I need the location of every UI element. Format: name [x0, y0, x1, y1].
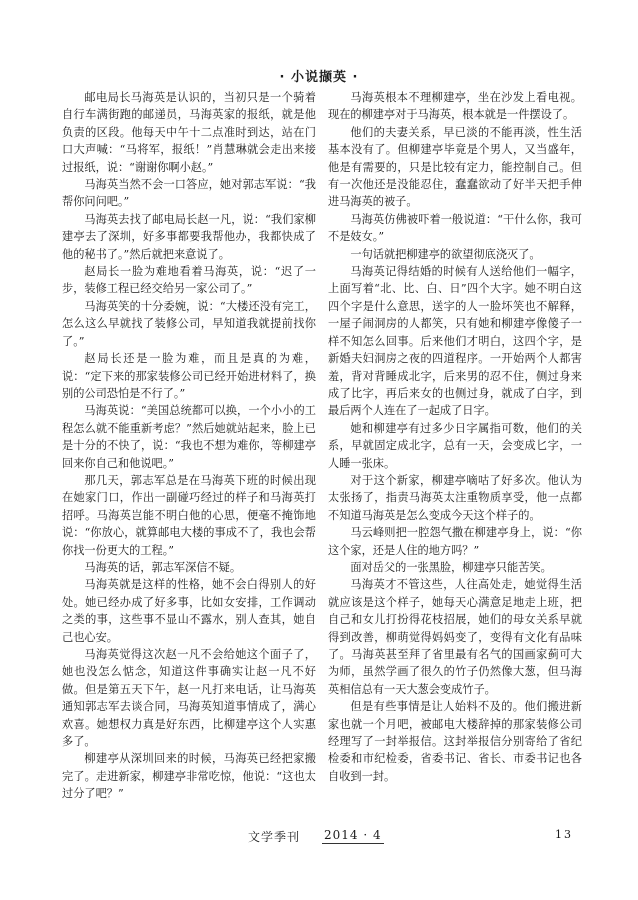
paragraph: 马海英笑的十分委婉，说：“大楼还没有完工，怎么这么早就找了装修公司，早知道我就提前找你了。” — [62, 299, 316, 348]
journal-name: 文学季刊 — [248, 830, 301, 844]
section-title: · 小说撷英 · — [279, 70, 359, 85]
paragraph: 马海英的话，郭志军深信不疑。 — [84, 560, 242, 574]
paragraph: 马云峰则把一腔怨气撒在柳建亭身上，说：“你这个家，还是人住的地方吗？” — [328, 526, 582, 557]
paragraph: 马海英记得结婚的时候有人送给他们一幅字，上面写着“北、比、白、日”四个大字。她不明白这四个字是什么意思，送字的人一脸坏笑也不解释，一屋子闹洞房的人都笑，只有她和柳建亭像傻子一样不知怎么回事。后来他们才明白，这四个字，是新婚夫妇洞房之夜的四道程序。一开始两个人都害羞，背对背睡成北字，后来男的忍不住，侧过身来成了比字，再后来女的也侧过身，就成了白字，到最后两个人连在了一起成了日字。 — [328, 265, 582, 418]
paragraph: 马海英去找了邮电局长赵一凡，说：“我们家柳建亭去了深圳，好多事都要我帮他办，我都快成了他的秘书了。”然后就把来意说了。 — [62, 212, 316, 261]
paragraph: 对于这个新家，柳建亭嘀咕了好多次。他认为太张扬了，指责马海英太注重物质享受，他一点都不知道马海英是怎么变成今天这个样子的。 — [328, 473, 582, 522]
left-column — [62, 89, 316, 803]
paragraph: 马海英觉得这次赵一凡不会给她这个面子了，她也没怎么惦念，知道这件事确实让赵一凡不好做。但是第五天下午，赵一凡打来电话，让马海英通知郭志军去谈合同，马海英知道事情成了，满心欢喜。她想权力真是好东西，比柳建亭这个人实惠多了。 — [62, 648, 316, 749]
paragraph: 马海英说：“美国总统都可以换，一个小小的工程怎么就不能重新考虑？”然后她就站起来，脸上已是十分的不快了，说：“我也不想为难你，等柳建亭回来你自己和他说吧。” — [62, 404, 316, 470]
page-number: 13 — [555, 828, 573, 841]
paragraph: 他们的夫妻关系，早已淡的不能再淡，性生活基本没有了。但柳建亭毕竟是个男人，又当盛年，他是有需要的，只是比较有定力，能控制自己。但有一次他还是没能忍住，蠢蠢欲动了好半天把手伸进马海英的被子。 — [328, 125, 582, 209]
paragraph: 柳建亭从深圳回来的时候，马海英已经把家搬完了。走进新家，柳建亭非常吃惊，他说：“这也太过分了吧？” — [62, 752, 316, 801]
paragraph: 赵局长还是一脸为难，而且是真的为难，说：“定下来的那家装修公司已经开始进材料了，换别的公司恐怕是不行了。” — [62, 352, 316, 400]
paragraph: 马海英就是这样的性格，她不会白得别人的好处。她已经办成了好多事，比如女安排，工作调动之类的事，这些事不显山不露水，别人查其，她自己也心安。 — [62, 578, 316, 644]
paragraph: 马海英才不管这些，人往高处走，她觉得生活就应该是这个样子，她每天心满意足地走上班，把自己和女儿打扮得花枝招展，她们的母女关系早就得到改善，柳萌觉得妈妈变了，变得有文化有品味了。马海英甚至拜了省里最有名气的国画家蓟可大为师，虽然学画了很久的竹子仍然像大葱，但马海英相信总有一天大葱会变成竹子。 — [328, 578, 582, 696]
paragraph: 赵局长一脸为难地看着马海英，说：“迟了一步，装修工程已经交给另一家公司了。” — [62, 265, 316, 296]
right-column — [328, 89, 582, 785]
paragraph: 一句话就把柳建亭的欲望彻底浇灭了。 — [350, 247, 541, 261]
paragraph: 她和柳建亭有过多少日字属指可数，他们的关系，早就固定成北字，总有一天，会变成匕字，一人睡一张床。 — [328, 421, 582, 470]
paragraph: 马海英当然不会一口答应，她对郭志军说：“我帮你问问吧。” — [62, 178, 316, 209]
paragraph: 但是有些事情是让人始料不及的。他们搬进新家也就一个月吧，被邮电大楼辞掉的那家装修公司经理写了一封举报信。这封举报信分别寄给了省纪检委和市纪检委，省委书记、省长、市委书记也各自收到一封。 — [328, 700, 582, 783]
issue-number: 2014 · 4 — [324, 828, 382, 842]
paragraph: 马海英仿佛被吓着一般说道：“干什么你，我可不是妓女。” — [328, 212, 582, 244]
paragraph: 马海英根本不理柳建亭，坐在沙发上看电视。现在的柳建亭对于马海英，根本就是一件摆设了。 — [328, 91, 582, 122]
paragraph: 邮电局长马海英是认识的，当初只是一个骑着自行车满街跑的邮递员，马海英家的报纸，就是他负责的区段。他每天中午十二点准时到达，站在门口大声喊：“马将军，报纸！”肖慧琳就会走出来接过报纸，说：“谢谢你啊小赵。” — [62, 91, 316, 174]
paragraph: 那几天，郭志军总是在马海英下班的时候出现在她家门口，作出一副碰巧经过的样子和马海英打招呼。马海英岂能不明白他的心思，便毫不掩饰地说：“你放心，就算邮电大楼的事成不了，我也会帮你找一份更大的工程。” — [62, 473, 316, 557]
paragraph: 面对岳父的一张黑脸，柳建亭只能苦笑。 — [350, 560, 552, 574]
